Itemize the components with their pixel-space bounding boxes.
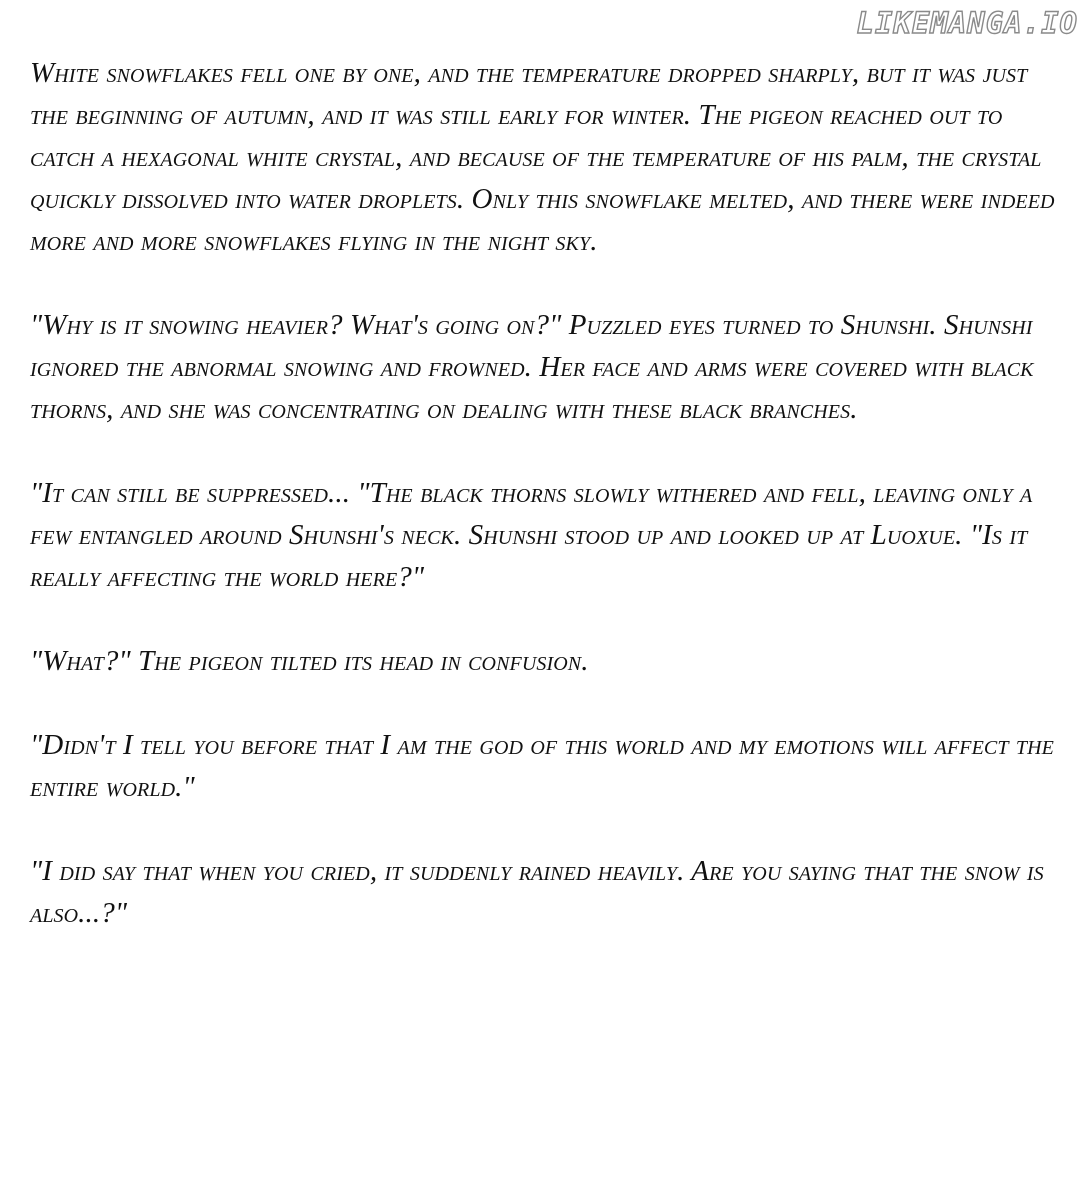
- site-watermark: LIKEMANGA.IO: [856, 6, 1078, 40]
- paragraph-5: "Didn't I tell you before that I am the god of this world and my emotions will affect the entire world.": [30, 729, 1055, 803]
- paragraph-2: "Why is it snowing heavier? What's going on?" Puzzled eyes turned to Shunshi. Shunshi ignored the abnormal snowing and frowned. Her face and arms were covered with black thorns, and she was concentrating on dealing with these black branches.: [30, 309, 1034, 425]
- paragraph-6: "I did say that when you cried, it suddenly rained heavily. Are you saying that the snow is also...?": [30, 855, 1044, 929]
- paragraph-1: White snowflakes fell one by one, and the temperature dropped sharply, but it was just the beginning of autumn, and it was still early for winter. The pigeon reached out to catch a hexagonal white crystal, and because of the temperature of his palm, the crystal quickly dissolved into water droplets. Only this snowflake melted, and there were indeed more and more snowflakes flying in the night sky.: [30, 57, 1055, 257]
- document-body: [30, 52, 1065, 976]
- paragraph-3: "It can still be suppressed... "The black thorns slowly withered and fell, leaving only a few entangled around Shunshi's neck. Shunshi stood up and looked up at Luoxue. "Is it really affecting the world here?": [30, 477, 1033, 593]
- paragraph-4: "What?" The pigeon tilted its head in confusion.: [30, 645, 589, 677]
